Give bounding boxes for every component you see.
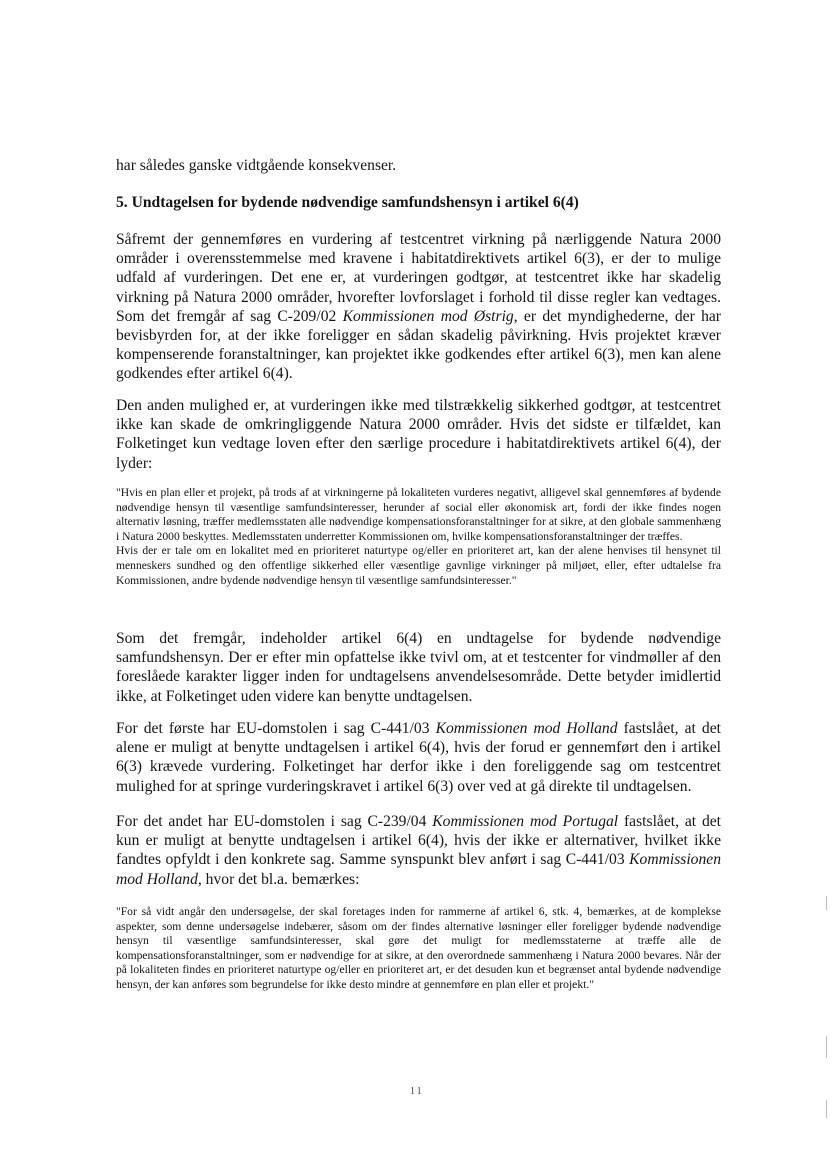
paragraph-second-outcome: Den anden mulighed er, at vurderingen ikke med tilstrækkelig sikkerhed godtgør, at testcentret ikke kan skade de omkringliggende Natura 2000 områder. Hvis det sidste er tilfældet, kan Folketinget kun vedtage loven efter den særlige procedure i habitatdirektivets artikel 6(4), der lyder:: [116, 397, 721, 472]
paragraph-text: , hvor det bl.a. bemærkes:: [197, 870, 360, 888]
scan-edge-mark: [826, 1100, 827, 1118]
page-number: 11: [410, 1086, 424, 1097]
paragraph-text: , er det myndighederne, der har bevisbyrden for, at der ikke foreligger en sådan skadelig påvirkning. Hvis projektet kræver kompenserende foranstaltninger, kan projektet ikke godkendes efter artikel 6(3), men kan alene godkendes efter artikel 6(4).: [116, 307, 721, 383]
paragraph-second-point: [116, 812, 721, 889]
section-heading: 5. Undtagelsen for bydende nødvendige samfundshensyn i artikel 6(4): [116, 194, 579, 211]
case-name: Kommissionen mod Portugal: [432, 813, 619, 830]
quote-article-6-4: [116, 486, 721, 588]
paragraph-intro: har således ganske vidtgående konsekvenser.: [116, 157, 397, 174]
quote-paragraph: Hvis der er tale om en lokalitet med en prioriteret naturtype og/eller en prioriteret art, kan der alene henvises til hensynet til menneskers sundhed og den offentlige sikkerhed eller væsentlige gavnlige virkninger på miljøet, eller, efter udtalelse fra Kommissionen, andre bydende nødvendige hensyn til væsentlige samfundsinteresser.": [116, 544, 721, 587]
quote-paragraph: "Hvis en plan eller et projekt, på trods af at virkningerne på lokaliteten vurderes negativt, alligevel skal gennemføres af bydende nødvendige hensyn til væsentlige samfundsinteresser, herunder af social eller økonomisk art, fordi der ikke findes nogen alternativ løsning, træffer medlemsstaten alle nødvendige kompensationsforanstaltninger for at sikre, at den globale sammenhæng i Natura 2000 beskyttes. Medlemsstaten underretter Kommissionen om, hvilke kompensationsforanstaltninger der træffes.: [116, 486, 721, 543]
case-name: Kommissionen mod Østrig: [342, 307, 514, 325]
paragraph-first-point: [116, 719, 721, 796]
quote-court-ruling: "For så vidt angår den undersøgelse, der skal foretages inden for rammerne af artikel 6, stk. 4, bemærkes, at de komplekse aspekter, som denne undersøgelse indebærer, såsom om der findes alternative løsninger eller foreligger bydende nødvendige hensyn til væsentlige samfundsinteresser, skal gøre det muligt for medlemsstaterne at træffe alle de kompensationsforanstaltninger, som er nødvendige for at sikre, at den overordnede sammenhæng i Natura 2000 bevares. Når der på lokaliteten findes en prioriteret naturtype og/eller en prioriteret art, er det desuden kun et begrænset antal bydende nødvendige hensyn, der kan anføres som begrundelse for ikke desto mindre at gennemføre en plan eller et projekt.": [116, 905, 721, 991]
paragraph-text: fastslået, at det alene er muligt at benytte undtagelsen i artikel 6(4), hvis der forud er gennemført den i artikel 6(3) krævede vurdering. Folketinget har derfor ikke i den foreliggende sag om testcentret mulighed for at springe vurderingskravet i artikel 6(3) over ved at gå direkte til undtagelsen.: [116, 720, 721, 795]
paragraph-text: Såfremt der gennemføres en vurdering af testcentret virkning på nærliggende Natura 2000 områder i overensstemmelse med kravene i habitatdirektivets artikel 6(3), er der to mulige udfald af vurderingen. Det ene er, at vurderingen godtgør, at testcentret ikke har skadelig virkning på Natura 2000 områder, hvorefter lovforslaget i forhold til disse regler kan vedtages. Som det fremgår af sag C-209/02: [116, 231, 721, 325]
paragraph-text: For det første har EU-domstolen i sag C-441/03: [116, 720, 436, 737]
paragraph-text: fastslået, at det kun er muligt at benytte undtagelsen i artikel 6(4), hvis der ikke er alternativer, hvilket ikke fandtes opfyldt i den konkrete sag. Samme synspunkt blev anført i sag C-441/03: [116, 813, 721, 869]
paragraph-exception: Som det fremgår, indeholder artikel 6(4) en undtagelse for bydende nødvendige samfundshensyn. Der er efter min opfattelse ikke tvivl om, at et testcenter for vindmøller af den foreslåede karakter ligger inden for undtagelsens anvendelsesområde. Dette betyder imidlertid ikke, at Folketinget uden videre kan benytte undtagelsen.: [116, 630, 721, 705]
case-name: Kommissionen mod Holland: [435, 720, 618, 737]
paragraph-text: For det andet har EU-domstolen i sag C-239/04: [116, 813, 433, 830]
scan-edge-mark: [826, 1036, 827, 1058]
paragraph-assessment: [116, 230, 721, 384]
case-name: Kommissionen mod Holland: [116, 851, 721, 888]
scan-edge-mark: [826, 896, 827, 910]
